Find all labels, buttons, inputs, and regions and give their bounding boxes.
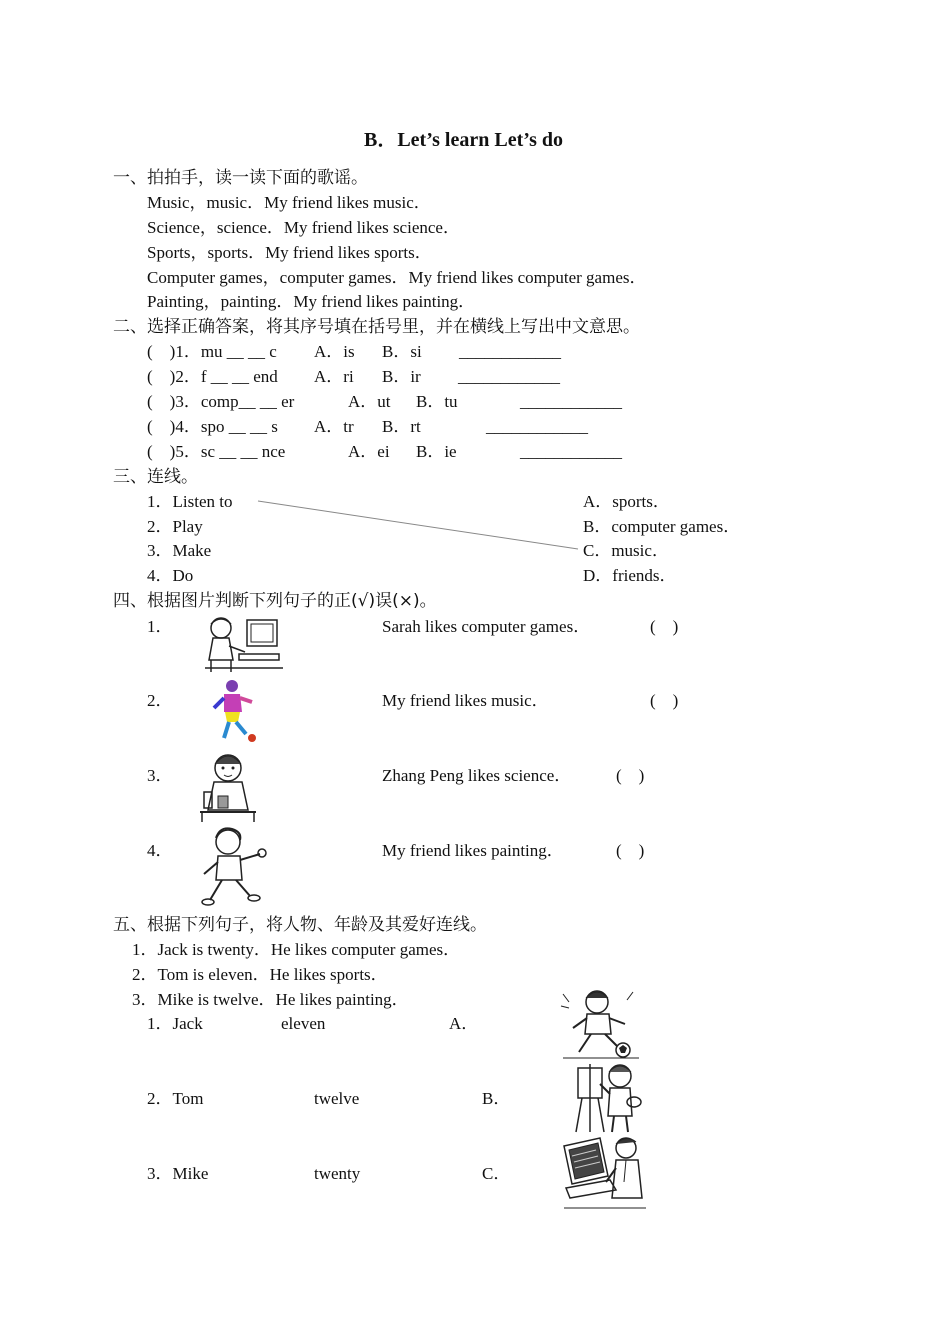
section-1-heading: 一、拍拍手，读一读下面的歌谣。	[113, 168, 368, 188]
question-stem: ( )4．spo __ __ s	[147, 417, 278, 436]
answer-blank[interactable]: ____________	[520, 392, 622, 411]
item-number: 3．	[147, 766, 173, 785]
person-age: twelve	[314, 1089, 360, 1108]
judge-sentence: Sarah likes computer games．	[382, 617, 591, 636]
rhyme-line: Sports，sports．My friend likes sports．	[147, 243, 432, 262]
option-a: A．ri	[314, 367, 354, 386]
info-sentence: 3．Mike is twelve．He likes painting．	[132, 990, 409, 1009]
rhyme-line: Science，science．My friend likes science．	[147, 218, 460, 237]
person-age: eleven	[281, 1014, 326, 1033]
hobby-letter: C．	[482, 1164, 511, 1183]
hobby-letter: B．	[482, 1089, 511, 1108]
rhyme-line: Painting，painting．My friend likes painting．	[147, 292, 476, 311]
match-right-item: D．friends．	[583, 566, 677, 585]
person-name: 3．Mike	[147, 1164, 209, 1183]
section-5-heading: 五、根据下列句子，将人物、年龄及其爱好连线。	[113, 915, 487, 935]
info-sentence: 1．Jack is twenty．He likes computer games．	[132, 940, 461, 959]
match-right-item: A．sports．	[583, 492, 670, 511]
option-b: B．ir	[382, 367, 421, 386]
rhyme-line: Music，music．My friend likes music．	[147, 193, 431, 212]
option-a: A．ut	[348, 392, 391, 411]
judge-sentence: Zhang Peng likes science．	[382, 766, 572, 785]
judge-answer-paren[interactable]: ( )	[650, 691, 679, 710]
section-2-heading: 二、选择正确答案，将其序号填在括号里，并在横线上写出中文意思。	[113, 317, 640, 337]
answer-blank[interactable]: ____________	[520, 442, 622, 461]
science-kid-illustration	[198, 750, 260, 824]
person-name: 1．Jack	[147, 1014, 203, 1033]
person-age: twenty	[314, 1164, 361, 1183]
judge-answer-paren[interactable]: ( )	[616, 766, 645, 785]
person-name: 2．Tom	[147, 1089, 204, 1108]
question-stem: ( )3．comp__ __ er	[147, 392, 295, 411]
option-b: B．si	[382, 342, 422, 361]
page-title: B．Let’s learn Let’s do	[364, 129, 564, 151]
judge-answer-paren[interactable]: ( )	[616, 841, 645, 860]
item-number: 4．	[147, 841, 173, 860]
computer-man-illustration	[560, 1132, 650, 1212]
match-left-item: 1．Listen to	[147, 492, 233, 511]
question-stem: ( )1．mu __ __ c	[147, 342, 277, 361]
match-left-item: 3．Make	[147, 541, 212, 560]
match-right-item: C．music．	[583, 541, 669, 560]
section-3-heading: 三、连线。	[113, 467, 198, 487]
soccer-player-illustration	[210, 678, 260, 744]
option-b: B．ie	[416, 442, 457, 461]
option-a: A．ei	[348, 442, 390, 461]
judge-sentence: My friend likes painting．	[382, 841, 564, 860]
question-stem: ( )2．f __ __ end	[147, 367, 278, 386]
hobby-letter: A．	[449, 1014, 479, 1033]
match-right-item: B．computer games．	[583, 517, 741, 536]
answer-blank[interactable]: ____________	[486, 417, 588, 436]
info-sentence: 2．Tom is eleven．He likes sports．	[132, 965, 388, 984]
section-4-heading: 四、根据图片判断下列句子的正(√)误(×)。	[113, 591, 437, 611]
judge-sentence: My friend likes music．	[382, 691, 549, 710]
judge-answer-paren[interactable]: ( )	[650, 617, 679, 636]
running-kid-illustration	[198, 826, 270, 910]
option-a: A．tr	[314, 417, 354, 436]
item-number: 2．	[147, 691, 173, 710]
answer-blank[interactable]: ____________	[459, 342, 561, 361]
option-b: B．tu	[416, 392, 458, 411]
match-left-item: 2．Play	[147, 517, 203, 536]
match-left-item: 4．Do	[147, 566, 194, 585]
example-match-line	[0, 0, 950, 600]
question-stem: ( )5．sc __ __ nce	[147, 442, 286, 461]
rhyme-line: Computer games，computer games．My friend likes computer games．	[147, 268, 647, 287]
computer-kid-illustration	[199, 612, 285, 674]
option-a: A．is	[314, 342, 355, 361]
answer-blank[interactable]: ____________	[458, 367, 560, 386]
soccer-boy-illustration	[559, 984, 643, 1060]
item-number: 1．	[147, 617, 173, 636]
option-b: B．rt	[382, 417, 421, 436]
painting-boy-illustration	[572, 1060, 642, 1136]
